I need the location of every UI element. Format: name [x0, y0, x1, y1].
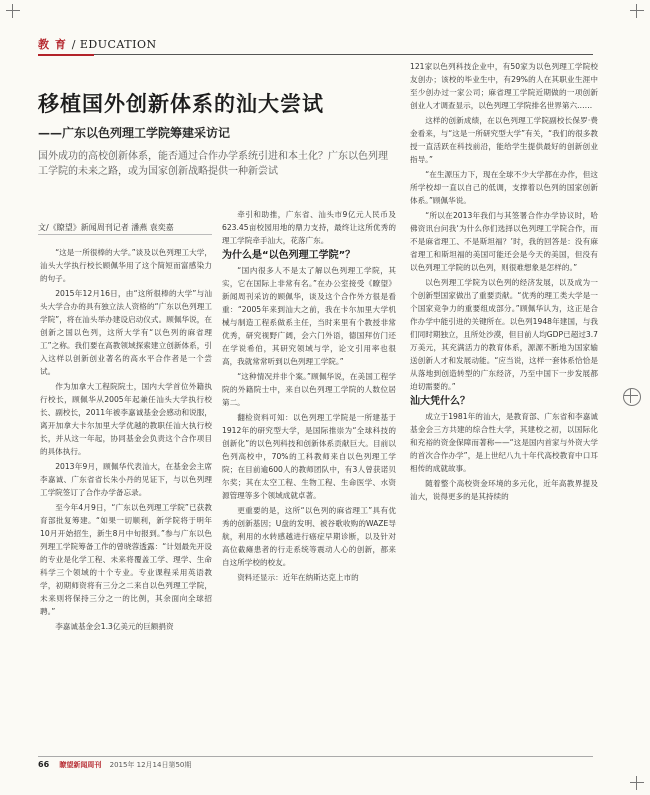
paragraph: 以色列理工学院为以色列的经济发展，以及成为一个创新型国家做出了重要贡献。“优秀的理工类大学是一个国家竞争力的重要组成部分。”顾佩华认为，这正是合作办学中能引进的关键所在。以色列1948年建国，与我们同时期独立，且所处沙漠，但目前人均GDP已超过3.7万美元，其充满活力的教育体系，源源不断地为国家输送创新人才和发展动能。“应当说，这样一套体系恰恰是从落地到创造转型的广东经济，乃至中国下一步发展都迫切需要的。” — [410, 278, 598, 391]
footer-rule — [38, 756, 593, 757]
paragraph: 李嘉诚基金会1.3亿美元的巨额捐资 — [55, 622, 174, 631]
paragraph: 作为加拿大工程院院士，国内大学首位外籍执行校长，顾佩华从2005年起兼任汕头大学执行校长、副校长，2011年被李嘉诚基金会感动和说服，离开加拿大卡尔加里大学优越的教职任汕大执行校长，并从这一年起，协同基金会负责这个合作项目的具体执行。 — [40, 382, 212, 456]
paragraph: “这是一所很棒的大学。”谈及以色列理工大学，汕头大学执行校长顾佩华用了这个简短而富感染力的句子。 — [40, 248, 212, 283]
header-rule — [38, 54, 593, 55]
header-accent-rule — [38, 54, 94, 56]
article-title: 移植国外创新体系的汕大尝试 — [38, 92, 324, 116]
byline-rule — [38, 234, 212, 235]
article-lead: 国外成功的高校创新体系，能否通过合作办学系统引进和本土化？广东以色列理工学院的未来之路，或为国家创新战略提供一种新尝试 — [38, 151, 388, 177]
article-subtitle: ——广东以色列理工学院筹建采访记 — [38, 126, 231, 140]
page-number: 66 — [38, 760, 50, 769]
paragraph: 2015年12月16日，由“这所很棒的大学”与汕头大学合办的具有独立法人资格的“广东以色列理工学院”，将在汕头举办建设启动仪式。顾佩华说，在创新之国以色列，这所大学有“以色列的麻省理工”之称。我们要在高教领域探索建立创新体系，引入这样以创新创业著名的高水平合作者是一个尝试。 — [40, 289, 212, 376]
paragraph: 随着整个高校资金环境的多元化，近年高教界提及汕大，说得更多的是其持续的 — [410, 479, 598, 501]
publication-name: 瞭望新闻周刊 — [59, 761, 102, 769]
paragraph: “国内很多人不是太了解以色列理工学院，其实，它在国际上非常有名。”在办公室接受《瞭望》新闻周刊采访的顾佩华，谈及这个合作外方很是看重：“2005年来到汕大之前，我在卡尔加里大学机械与制造工程系做系主任，当时来里有个教授非常优秀，研究视野广阔，会六门外语，德国拜仿门还在学说希伯，其研究领域与学，论文引用率也很高，我就常常听到以色列理工学院。” — [222, 266, 396, 366]
section-label — [38, 36, 157, 52]
registration-mark-icon — [630, 776, 644, 790]
section-heading: 为什么是“以色列理工学院”？ — [222, 250, 356, 261]
paragraph: 至今年4月9日，“广东以色列理工学院”已获教育部批复筹建。“如果一切顺利，新学院将于明年10月开始招生，新生8月中旬报到。”参与广东以色列理工学院筹备工作的曾晓蓉透露：“计划最先开设的专业是化学工程、未来将覆盖工学、理学、生命科学三个领域的十个专业。专业课程采用英语教学，初期师资将有三分之二来自以色列理工学院，未来则将保持三分之一的比例，其余面向全球招聘。” — [40, 503, 212, 616]
paragraph: 121家以色列科技企业中，有50家为以色列理工学院校友创办；该校的毕业生中，有29%的人在其职业生涯中至少创办过一家公司；麻省理工学院近期做的一项创新创业人才调查显示，以色列理工学院排名世界第六…… — [410, 62, 598, 110]
paragraph: 成立于1981年的汕大，是教育部、广东省和李嘉诚基金会三方共建的综合性大学，其建校之初，以国际化和充裕的资金保障而著称——“这是国内首家与外资大学的首次合作办学”，是上世纪八九十年代高校教育中口耳相传的成就故事。 — [410, 412, 598, 473]
paragraph: 资料还显示：近年在纳斯达克上市的 — [237, 573, 359, 582]
article-column-3 — [410, 60, 598, 756]
paragraph: 这样的创新成绩，在以色列理工学院副校长保罗·费金看来，与“这是一所研究型大学”有关，“我们的很多教授一直活跃在科技前沿，能给学生提供最好的创新创业指导。” — [410, 116, 598, 164]
registration-mark-icon — [6, 4, 20, 18]
section-label-cn: 教 育 — [38, 38, 67, 51]
article-byline: 文/《瞭望》新闻周刊记者 潘燕 袁奕嘉 — [38, 223, 174, 232]
paragraph: 2013年9月，顾佩华代表汕大，在基金会主席李嘉诚、广东省省长朱小丹的见证下，与以色列理工学院签订了合作办学备忘录。 — [40, 462, 212, 497]
registration-mark-icon — [630, 4, 644, 18]
paragraph: “所以在2013年我们与其签署合作办学协议时，哈佛资讯台问我‘为什么你们选择以色列理工学院合作，而不是麻省理工、不是斯坦福？’时，我的回答是：没有麻省理工和斯坦福的美国可能还会是今天的美国，但没有以色列理工学院的以色列，则很难想象是怎样的。” — [410, 211, 598, 272]
article-column-1 — [40, 246, 212, 756]
paragraph: 翻检资料可知：以色列理工学院是一所建基于1912年的研究型大学，是国际推崇为“全球科技的创新化”的以色列科技和创新体系贡献巨大。目前以色列高校中，70%的工科教师来自以色列理工学院；在目前逾600人的教师团队中，有3人曾获诺贝尔奖；其在太空工程、生物工程、生命医学、水资源管理等多个领域成就卓著。 — [222, 413, 396, 500]
registration-mark-icon — [624, 389, 638, 403]
section-label-en: / EDUCATION — [71, 38, 157, 51]
paragraph: “在生源压力下，现在全球不少大学都在办作，但这所学校却一直以自己的低调，支撑着以色列的国家创新体系。”顾佩华说。 — [410, 170, 598, 205]
paragraph: “这种情况并非个案。”顾佩华说，在美国工程学院的外籍院士中，来自以色列理工学院的人数位居第二。 — [222, 372, 396, 407]
page-footer — [38, 760, 191, 770]
paragraph: 更重要的是，这所“以色列的麻省理工”具有优秀的创新基因；U盘的发明、被谷歌收购的WAZE导航，利用的水转感越进行癌症早期诊断，以及针对高位截瘫患者的行走系统等震动人心的创新，都来自这所学校的校友。 — [222, 506, 396, 567]
article-column-2 — [222, 208, 396, 756]
section-heading: 汕大凭什么？ — [410, 396, 470, 407]
paragraph: 牵引和助推，广东省、汕头市9亿元人民币及623.45亩校园用地的鼎力支持，最终让这所优秀的理工学院牵手汕大，花落广东。 — [222, 210, 396, 245]
issue-date: 2015年 12月14日第50期 — [109, 761, 192, 769]
